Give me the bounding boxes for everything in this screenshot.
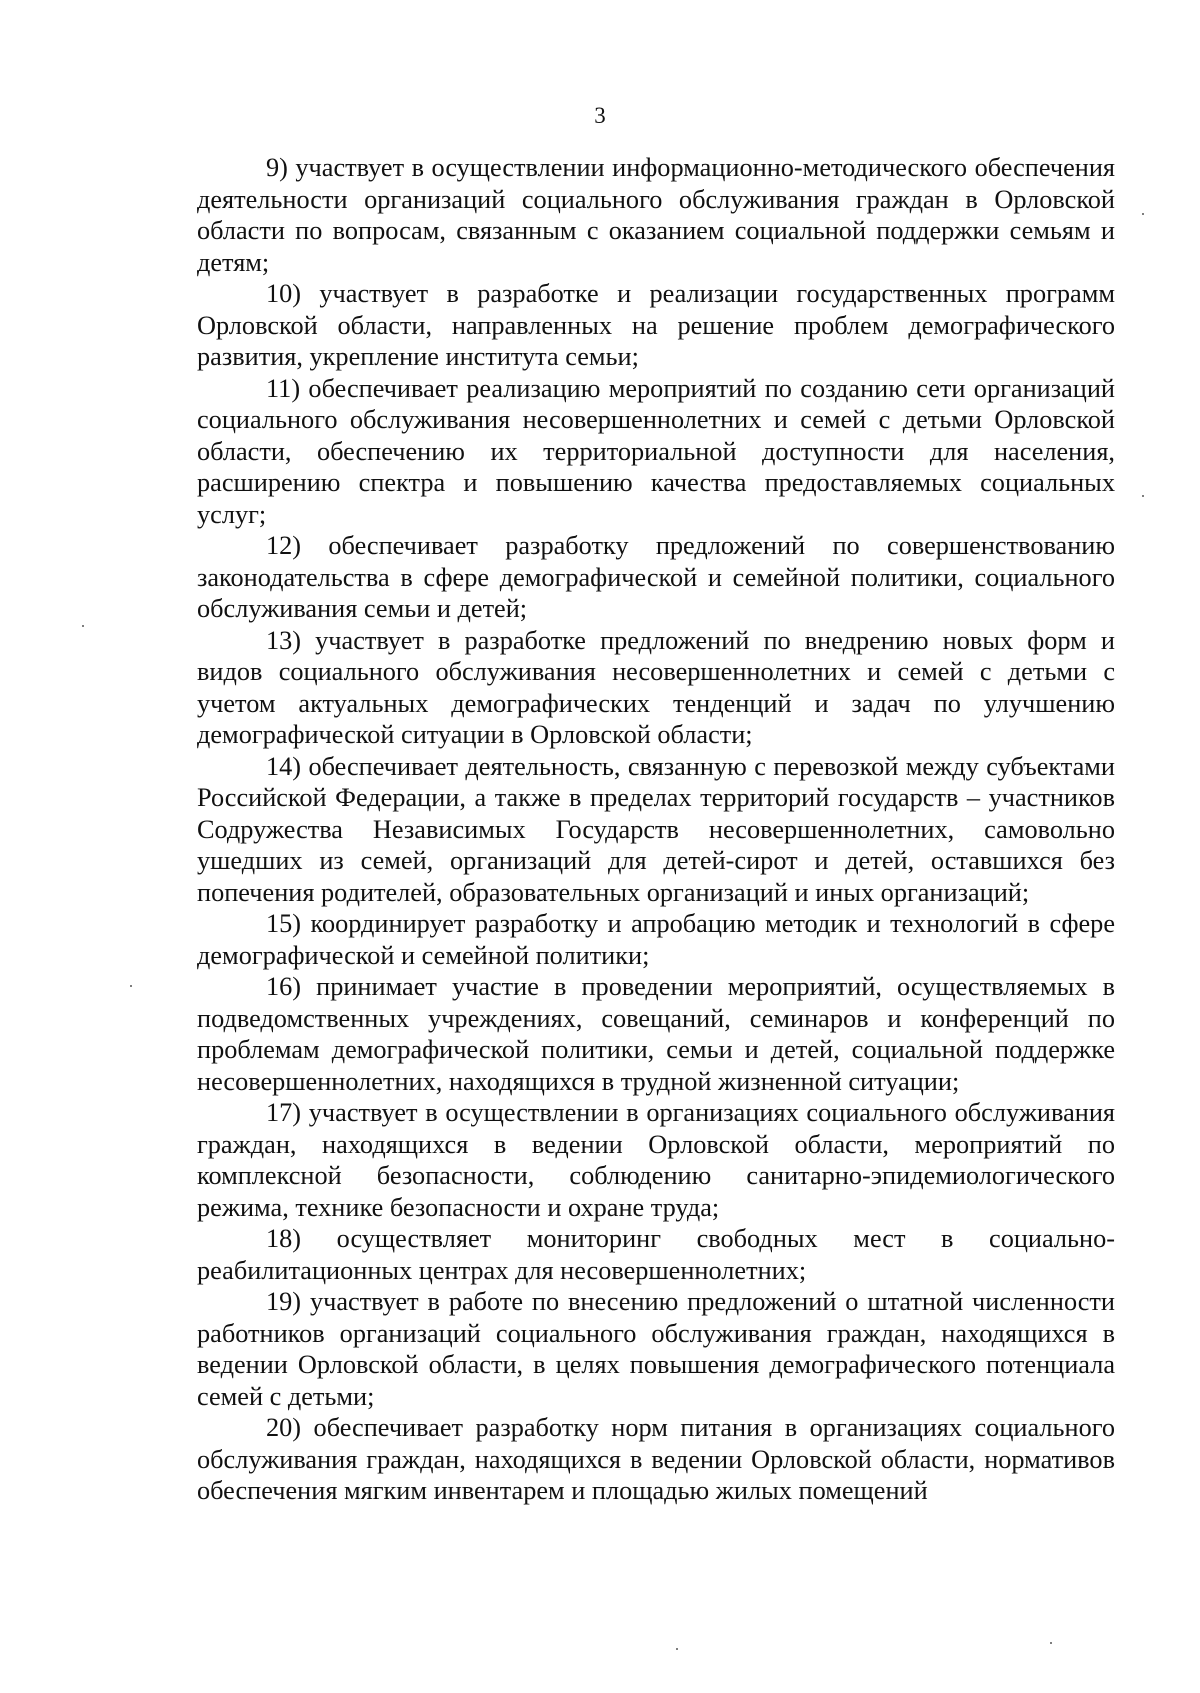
paragraph-item-15: 15) координирует разработку и апробацию методик и технологий в сфере демографической и семейной политики; [197,909,1115,970]
paragraph-item-14: 14) обеспечивает деятельность, связанную с перевозкой между субъектами Российской Федерации, а также в пределах территорий государств – участников Содружества Независимых Государств несовершеннолетних, самовольно ушедших из семей, организаций для детей-сирот и детей, оставшихся без попечения родителей, образовательных организаций и иных организаций; [197,751,1115,907]
paragraph-item-19: 19) участвует в работе по внесению предложений о штатной численности работников организаций социального обслуживания граждан, находящихся в ведении Орловской области, в целях повышения демографического потенциала семей с детьми; [197,1287,1115,1411]
paragraph-item-10: 10) участвует в разработке и реализации государственных программ Орловской области, направленных на решение проблем демографического развития, укрепление института семьи; [197,279,1115,371]
paragraph-item-12: 12) обеспечивает разработку предложений по совершенствованию законодательства в сфере демографической и семейной политики, социального обслуживания семьи и детей; [197,531,1115,623]
page-number: 3 [594,103,606,128]
scan-speck [82,625,84,627]
paragraph-item-18: 18) осуществляет мониторинг свободных мест в социально-реабилитационных центрах для несовершеннолетних; [197,1224,1115,1285]
paragraph-item-11: 11) обеспечивает реализацию мероприятий по созданию сети организаций социального обслуживания несовершеннолетних и семей с детьми Орловской области, обеспечению их территориальной доступности для населения, расширению спектра и повышению качества предоставляемых социальных услуг; [197,373,1115,529]
scan-speck [676,1648,678,1650]
paragraph-item-16: 16) принимает участие в проведении мероприятий, осуществляемых в подведомственных учреждениях, совещаний, семинаров и конференций по проблемам демографической политики, семьи и детей, социальной поддержке несовершеннолетних, находящихся в трудной жизненной ситуации; [197,972,1115,1096]
paragraph-item-20: 20) обеспечивает разработку норм питания в организациях социального обслуживания граждан, находящихся в ведении Орловской области, нормативов обеспечения мягким инвентарем и площадью жилых помещений [197,1413,1115,1505]
paragraph-item-17: 17) участвует в осуществлении в организациях социального обслуживания граждан, находящихся в ведении Орловской области, мероприятий по комплексной безопасности, соблюдению санитарно-эпидемиологического режима, технике безопасности и охране труда; [197,1098,1115,1222]
scan-speck [1142,213,1144,215]
scan-speck [1050,1642,1052,1644]
document-body [197,152,1115,1507]
scan-speck [1142,495,1144,497]
paragraph-item-13: 13) участвует в разработке предложений по внедрению новых форм и видов социального обслуживания несовершеннолетних и семей с детьми с учетом актуальных демографических тенденций и задач по улучшению демографической ситуации в Орловской области; [197,625,1115,749]
scan-speck [130,985,132,987]
paragraph-item-9: 9) участвует в осуществлении информационно-методического обеспечения деятельности организаций социального обслуживания граждан в Орловской области по вопросам, связанным с оказанием социальной поддержки семьям и детям; [197,153,1115,277]
